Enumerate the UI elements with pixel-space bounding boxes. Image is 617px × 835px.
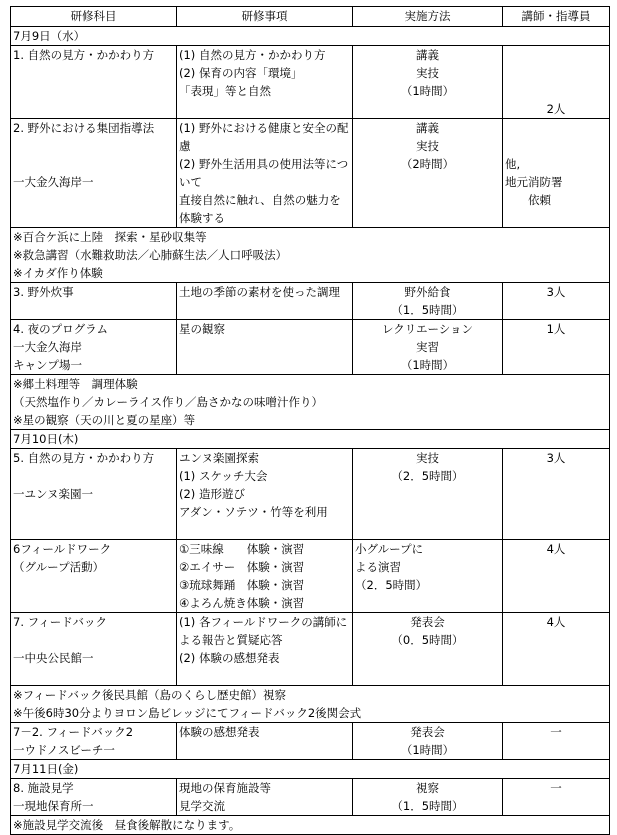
row-staff: 2人 — [503, 46, 610, 119]
header-method: 実施方法 — [353, 7, 503, 27]
row-method: 実技 （2．5時間） — [353, 449, 503, 540]
row-staff: 4人 — [503, 613, 610, 686]
row-subject: 8. 施設見学 一現地保育所一 — [11, 779, 177, 816]
table-row — [11, 283, 610, 320]
row-items: 星の観察 — [177, 320, 353, 375]
table-row — [11, 779, 610, 816]
row-items: 体験の感想発表 — [177, 723, 353, 760]
row-subject: 3. 野外炊事 — [11, 283, 177, 320]
row-staff: 一 — [503, 723, 610, 760]
note-row — [11, 816, 610, 835]
note-text: ※施設見学交流後 昼食後解散になります。 — [11, 816, 610, 835]
note-text: ※フィードバック後民具館（島のくらし歴史館）視察 ※午後6時30分よりヨロン島ビレッジにてフィードバック2後関会式 — [11, 686, 610, 723]
table-row — [11, 449, 610, 540]
header-items: 研修事項 — [177, 7, 353, 27]
row-staff: 一 — [503, 779, 610, 816]
row-staff: 1人 — [503, 320, 610, 375]
row-staff: 4人 — [503, 540, 610, 613]
row-items: ユンヌ楽園探索 (1) スケッチ大会 (2) 造形遊び アダン・ソテツ・竹等を利用 — [177, 449, 353, 540]
note-text: ※郷土料理等 調理体験 （天然塩作り／カレーライス作り／島さかなの味噌汁作り） ※星の観察（天の川と夏の星座）等 — [11, 375, 610, 430]
row-method: 小グループに よる演習 （2．5時間） — [353, 540, 503, 613]
row-items: (1) 自然の見方・かかわり方 (2) 保育の内容「環境」 「表現」等と自然 — [177, 46, 353, 119]
row-items: (1) 野外における健康と安全の配慮 (2) 野外生活用具の使用法等について 直接自然に触れ、自然の魅力を体験する — [177, 119, 353, 228]
row-method: 野外給食 （1．5時間） — [353, 283, 503, 320]
header-staff: 講師・指導員 — [503, 7, 610, 27]
table-row — [11, 540, 610, 613]
row-staff: 他, 地元消防署 依頼 — [503, 119, 610, 228]
row-staff: 3人 — [503, 283, 610, 320]
row-items: ①三味線 体験・演習 ②エイサー 体験・演習 ③琉球舞踊 体験・演習 ④よろん焼き体験・演習 — [177, 540, 353, 613]
row-subject: 6フィールドワーク （グループ活動） — [11, 540, 177, 613]
row-subject: 4. 夜のプログラム 一大金久海岸 キャンプ場一 — [11, 320, 177, 375]
note-text: ※百合ケ浜に上陸 探索・星砂収集等 ※救急講習（水難救助法／心肺蘇生法／人口呼吸法） ※イカダ作り体験 — [11, 228, 610, 283]
note-row — [11, 228, 610, 283]
table-row — [11, 119, 610, 228]
row-items: 現地の保育施設等 見学交流 — [177, 779, 353, 816]
row-staff: 3人 — [503, 449, 610, 540]
row-subject: 1. 自然の見方・かかわり方 — [11, 46, 177, 119]
table-row — [11, 723, 610, 760]
header-row — [11, 7, 610, 27]
row-method: 発表会 （1時間） — [353, 723, 503, 760]
header-subject: 研修科目 — [11, 7, 177, 27]
day-row — [11, 760, 610, 779]
row-items: (1) 各フィールドワークの講師による報告と質疑応答 (2) 体験の感想発表 — [177, 613, 353, 686]
schedule-document — [10, 6, 610, 835]
row-items: 土地の季節の素材を使った調理 — [177, 283, 353, 320]
row-method: 講義 実技 （2時間） — [353, 119, 503, 228]
training-schedule-table — [10, 6, 610, 835]
note-row — [11, 686, 610, 723]
row-subject: 7. フィードバック 一中央公民館一 — [11, 613, 177, 686]
row-subject: 2. 野外における集団指導法 一大金久海岸一 — [11, 119, 177, 228]
day-date: 7月11日(金) — [11, 760, 610, 779]
row-method: 発表会 （0．5時間） — [353, 613, 503, 686]
row-method: レクリエーション 実習 （1時間） — [353, 320, 503, 375]
day-row — [11, 430, 610, 449]
row-method: 講義 実技 （1時間） — [353, 46, 503, 119]
table-row — [11, 320, 610, 375]
note-row — [11, 375, 610, 430]
day-date: 7月9日（水） — [11, 27, 610, 46]
row-method: 視察 （1．5時間） — [353, 779, 503, 816]
table-row — [11, 46, 610, 119]
day-row — [11, 27, 610, 46]
row-subject: 5. 自然の見方・かかわり方 一ユンヌ楽園一 — [11, 449, 177, 540]
day-date: 7月10日(木) — [11, 430, 610, 449]
table-row — [11, 613, 610, 686]
row-subject: 7－2. フィードバック2 一ウドノスビーチ一 — [11, 723, 177, 760]
